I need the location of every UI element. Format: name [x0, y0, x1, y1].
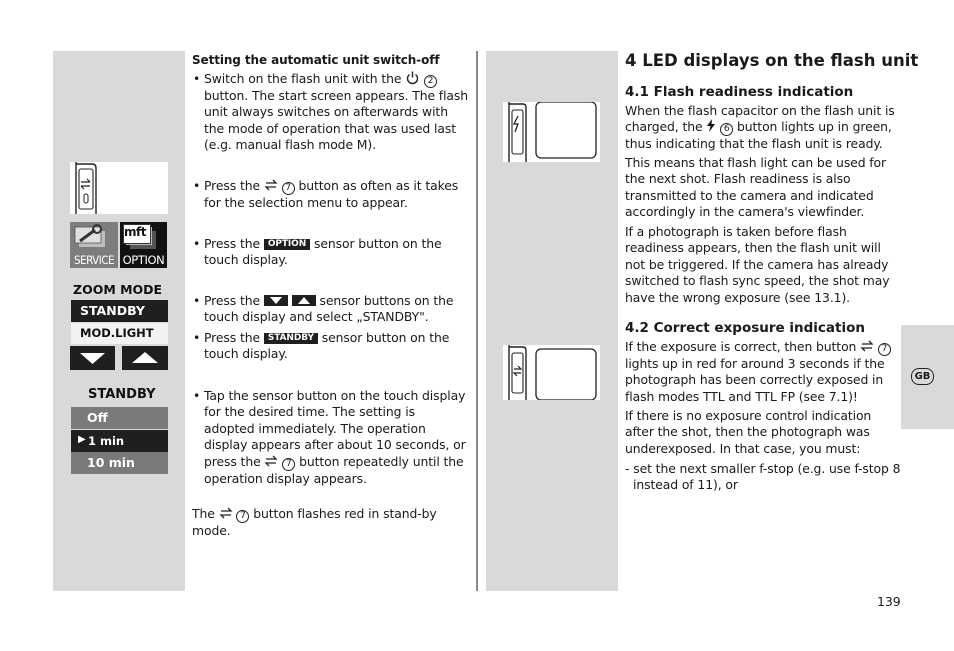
- step-press-option: • Press the OPTION sensor button on the touch display.: [193, 236, 442, 268]
- swap-arrows-icon: [264, 455, 278, 467]
- s41-paragraph-3: If a photograph is taken before flash readiness appears, then the flash unit will not be triggered. If the camera has already switched to flash sync speed, the shot may have the wrong exposure (see 13.1).: [625, 224, 890, 305]
- up-arrow-button[interactable]: [122, 346, 168, 370]
- selection-caret-icon: ▶: [78, 434, 86, 445]
- standby-note: The 7 button flashes red in stand-by mode.: [192, 506, 437, 538]
- off-label: Off: [87, 410, 108, 425]
- gb-badge: GB: [911, 368, 934, 385]
- s41-paragraph-2: This means that flash light can be used for the next shot. Flash readiness is also transmitted to the camera and indicated accordingly in the camera's viewfinder.: [625, 155, 887, 220]
- option-icon-tile: [120, 222, 167, 268]
- step-press-mode-button: • Press the 7 button as often as it takes for the selection menu to appear.: [193, 178, 459, 210]
- up-sensor-chip: [292, 295, 316, 306]
- service-icon-tile: [70, 222, 118, 268]
- triangle-down-icon: [70, 346, 115, 370]
- mod-light-menu-item[interactable]: [71, 323, 168, 344]
- callout-number: 7: [236, 510, 249, 523]
- flash-ready-led-illustration: [503, 102, 600, 162]
- swap-arrows-icon: [264, 179, 278, 191]
- callout-number: 7: [878, 343, 891, 356]
- standby-off-option[interactable]: [71, 407, 168, 429]
- section-heading-switch-off: Setting the automatic unit switch-off: [192, 53, 440, 67]
- standby-title: STANDBY: [88, 387, 156, 402]
- step-press-standby: • Press the STANDBY sensor button on the touch display.: [193, 330, 450, 362]
- triangle-up-icon: [122, 346, 168, 370]
- swap-arrows-icon: [219, 507, 233, 519]
- callout-number: 2: [424, 75, 437, 88]
- option-chip: OPTION: [264, 239, 310, 250]
- callout-number: 7: [282, 182, 295, 195]
- step-select-standby: • Press the sensor buttons on the touch display and select „STANDBY".: [193, 293, 454, 325]
- mft-icon: mft: [124, 225, 146, 239]
- zoom-mode-label: ZOOM MODE: [73, 282, 163, 297]
- column-divider: [476, 51, 478, 591]
- step-tap-time: • Tap the sensor button on the touch display for the desired time. The setting is adopted immediately. The operation display appears after about 10 seconds, or press the 7 button repeatedly until the operation display appears.: [193, 388, 466, 486]
- option-label: OPTION: [122, 253, 165, 267]
- exposure-led-illustration: [503, 345, 600, 400]
- page-number: 139: [877, 594, 901, 609]
- chapter-title: 4 LED displays on the flash unit: [625, 51, 919, 70]
- service-label: SERVICE: [73, 253, 115, 267]
- standby-menu-label: STANDBY: [80, 303, 145, 318]
- section-42-heading: 4.2 Correct exposure indication: [625, 320, 865, 336]
- mod-light-label: MOD.LIGHT: [80, 326, 154, 340]
- wrench-icon: [70, 222, 118, 254]
- standby-menu-button[interactable]: [71, 300, 168, 322]
- standby-chip: STANDBY: [264, 333, 318, 344]
- down-sensor-chip: [264, 295, 288, 306]
- power-icon: [405, 71, 420, 85]
- swap-arrows-icon: [860, 340, 874, 352]
- down-arrow-button[interactable]: [70, 346, 115, 370]
- s41-paragraph-1: When the flash capacitor on the flash unit is charged, the 6 button lights up in green, thus indicating that the flash unit is ready.: [625, 103, 895, 152]
- one-min-label: 1 min: [88, 434, 125, 448]
- s42-paragraph-2: If there is no exposure control indication after the shot, then the photograph was underexposed. In that case, you must:: [625, 408, 872, 456]
- section-41-heading: 4.1 Flash readiness indication: [625, 84, 854, 100]
- callout-number: 6: [720, 123, 733, 136]
- flash-bolt-icon: [706, 119, 716, 132]
- standby-1min-option[interactable]: [71, 430, 168, 452]
- ten-min-label: 10 min: [87, 455, 135, 470]
- s42-paragraph-3: - set the next smaller f-stop (e.g. use f-stop 8 instead of 11), or: [625, 461, 901, 493]
- flash-unit-buttons-illustration: [70, 162, 168, 214]
- standby-10min-option[interactable]: [71, 452, 168, 474]
- callout-number: 7: [282, 458, 295, 471]
- s42-paragraph-1: If the exposure is correct, then button 7 lights up in red for around 3 seconds if the photograph has been correctly exposed in flash modes TTL and TTL FP (see 7.1)!: [625, 339, 893, 405]
- step-switch-on: • Switch on the flash unit with the 2 button. The start screen appears. The flash unit always switches on afterwards with the mode of operation that was used last (e.g. manual flash mode M).: [193, 71, 469, 153]
